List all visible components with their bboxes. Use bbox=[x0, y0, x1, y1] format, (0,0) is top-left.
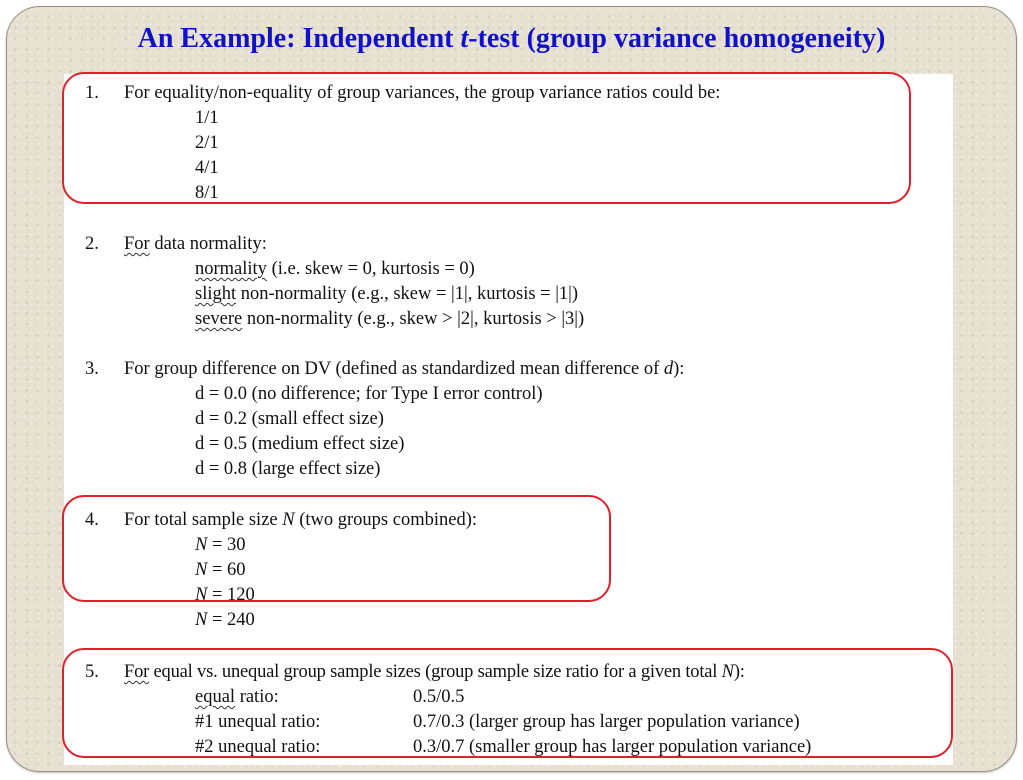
item-5-row-label: #1 unequal ratio: bbox=[195, 712, 321, 732]
item-1-heading: For equality/non-equality of group variances, the group variance ratios could be: bbox=[124, 83, 721, 103]
item-5-row-label: #2 unequal ratio: bbox=[195, 737, 321, 757]
item-5-row-label: equal ratio: bbox=[195, 687, 279, 707]
item-1-value: 2/1 bbox=[195, 133, 219, 153]
item-3-heading: For group difference on DV (defined as standardized mean difference of d): bbox=[124, 359, 685, 379]
item-3-value: d = 0.0 (no difference; for Type I error control) bbox=[195, 384, 543, 404]
item-1-value: 8/1 bbox=[195, 183, 219, 203]
item-5-row-value: 0.7/0.3 (larger group has larger population variance) bbox=[413, 712, 800, 732]
item-4-value: N = 120 bbox=[195, 585, 255, 605]
slide bbox=[6, 6, 1017, 772]
item-2-value: slight non-normality (e.g., skew = |1|, kurtosis = |1|) bbox=[195, 284, 579, 304]
item-4-value: N = 240 bbox=[195, 610, 255, 630]
item-1-value: 4/1 bbox=[195, 158, 219, 178]
item-2-number: 2. bbox=[85, 234, 99, 254]
item-4-heading: For total sample size N (two groups combined): bbox=[124, 510, 477, 530]
item-4-number: 4. bbox=[85, 510, 99, 530]
highlight-box-item-5 bbox=[62, 648, 953, 758]
item-4-value: N = 30 bbox=[195, 535, 246, 555]
item-1-number: 1. bbox=[85, 83, 99, 103]
slide-title: An Example: Independent t-test (group variance homogeneity) bbox=[137, 23, 886, 54]
highlight-box-item-4 bbox=[62, 495, 611, 602]
item-5-row-value: 0.5/0.5 bbox=[413, 687, 465, 707]
item-2-heading: For data normality: bbox=[124, 234, 267, 254]
item-3-value: d = 0.5 (medium effect size) bbox=[195, 434, 405, 454]
item-1-value: 1/1 bbox=[195, 108, 219, 128]
item-5-number: 5. bbox=[85, 662, 99, 682]
item-2-value: normality (i.e. skew = 0, kurtosis = 0) bbox=[195, 259, 475, 279]
item-3-number: 3. bbox=[85, 359, 99, 379]
item-3-value: d = 0.2 (small effect size) bbox=[195, 409, 384, 429]
item-5-row-value: 0.3/0.7 (smaller group has larger population variance) bbox=[413, 737, 812, 757]
item-2-value: severe non-normality (e.g., skew > |2|, kurtosis > |3|) bbox=[195, 309, 585, 329]
item-4-value: N = 60 bbox=[195, 560, 246, 580]
highlight-box-item-1 bbox=[62, 72, 911, 204]
item-5-heading: For equal vs. unequal group sample sizes (group sample size ratio for a given total N): bbox=[124, 662, 745, 682]
item-3-value: d = 0.8 (large effect size) bbox=[195, 459, 381, 479]
